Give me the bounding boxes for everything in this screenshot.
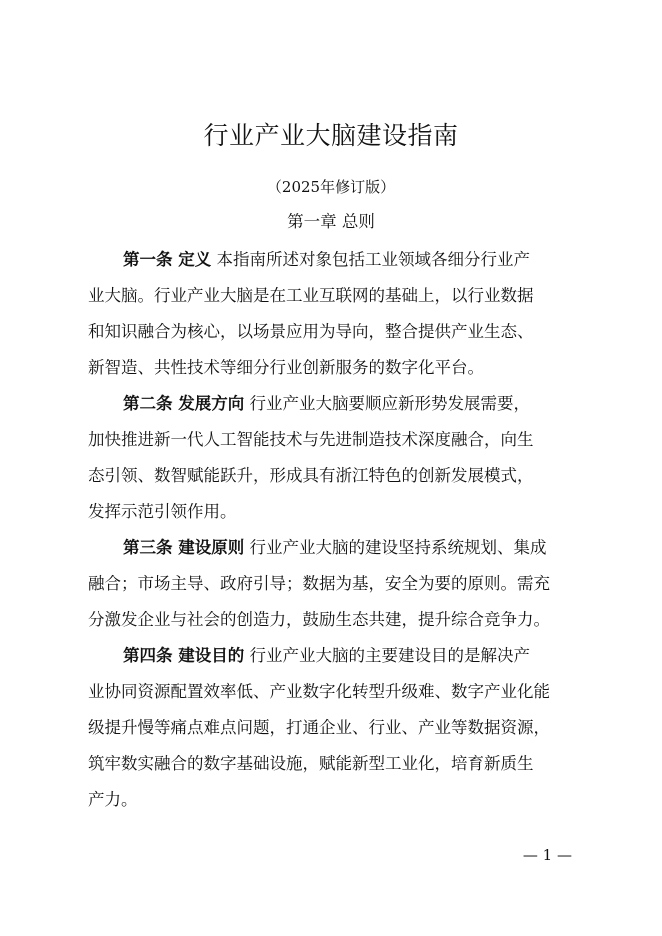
article-line (88, 638, 580, 674)
article-line: 业大脑。行业产业大脑是在工业互联网的基础上，以行业数据 (88, 286, 534, 305)
article-line (88, 242, 580, 278)
article-label: 第一条 定义 (123, 250, 212, 269)
article-line (88, 386, 580, 422)
article-label: 第四条 建设目的 (123, 646, 245, 665)
article-line: 发挥示范引领作用。 (88, 502, 237, 521)
article-line: 新智造、共性技术等细分行业创新服务的数字化平台。 (88, 358, 484, 377)
chapter-heading: 第一章 总则 (287, 212, 375, 231)
article-line: 筑牢数实融合的数字基础设施，赋能新型工业化，培育新质生 (88, 754, 534, 773)
edition-note: （2025年修订版） (266, 178, 396, 196)
article-line: 加快推进新一代人工智能技术与先进制造技术深度融合，向生 (88, 430, 534, 449)
article-text: 行业产业大脑的主要建设目的是解决产 (249, 646, 530, 665)
article-4 (88, 638, 580, 818)
article-line: 级提升慢等痛点难点问题，打通企业、行业、产业等数据资源， (88, 718, 550, 737)
article-line: 态引领、数智赋能跃升，形成具有浙江特色的创新发展模式， (88, 466, 534, 485)
article-2 (88, 386, 580, 530)
article-line: 分激发企业与社会的创造力，鼓励生态共建，提升综合竞争力。 (88, 610, 550, 629)
article-1 (88, 242, 580, 386)
article-label: 第三条 建设原则 (123, 538, 245, 557)
article-line: 和知识融合为核心，以场景应用为导向，整合提供产业生态、 (88, 322, 534, 341)
article-text: 行业产业大脑的建设坚持系统规划、集成 (249, 538, 547, 557)
article-line: 产力。 (88, 790, 138, 809)
article-3 (88, 530, 580, 638)
document-title: 行业产业大脑建设指南 (203, 121, 459, 150)
page-number: — 1 — (522, 846, 572, 864)
article-line: 业协同资源配置效率低、产业数字化转型升级难、数字产业化能 (88, 682, 550, 701)
article-label: 第二条 发展方向 (123, 394, 245, 413)
article-text: 本指南所述对象包括工业领域各细分行业产 (216, 250, 530, 269)
article-line (88, 530, 580, 566)
article-text: 行业产业大脑要顺应新形势发展需要， (249, 394, 530, 413)
article-line: 融合；市场主导、政府引导；数据为基，安全为要的原则。需充 (88, 574, 550, 593)
